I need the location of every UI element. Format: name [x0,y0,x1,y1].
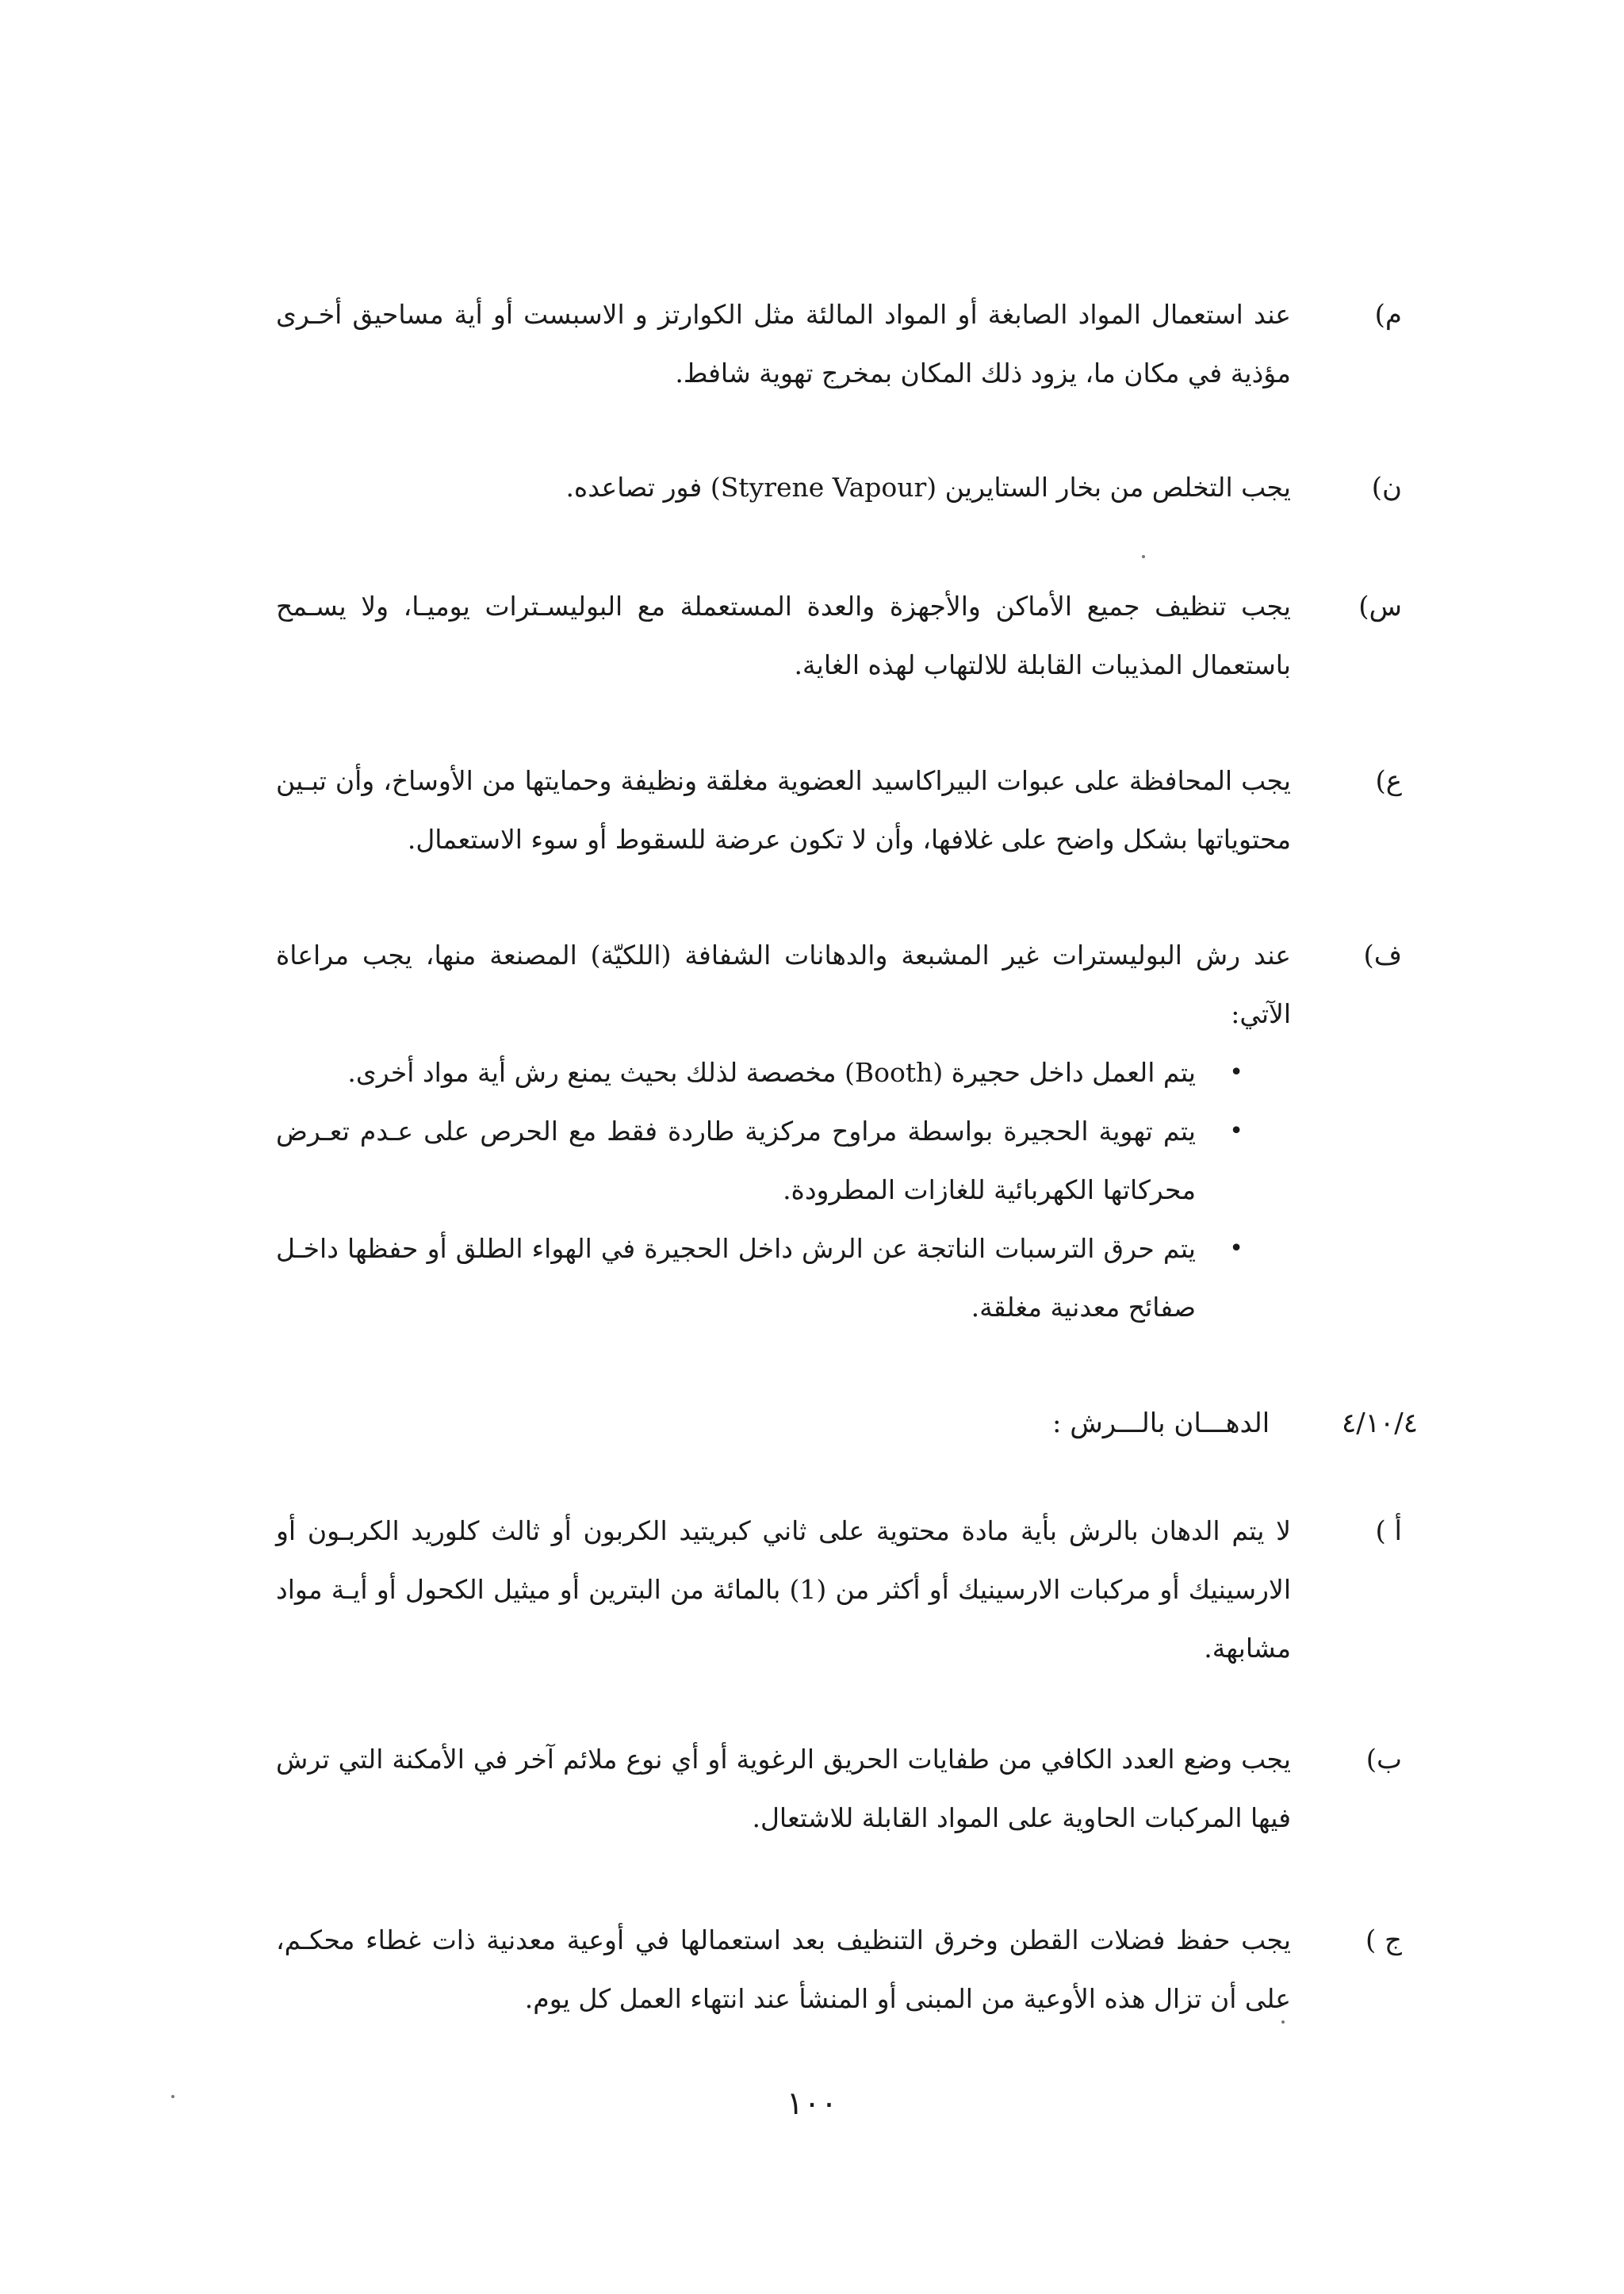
item-text: يجب وضع العدد الكافي من طفايات الحريق الرغوية أو أي نوع ملائم آخر في الأمكنة التي ترش فيها المركبات الحاوية على المواد القابلة للاشتعال. [276,1744,1291,1833]
bullet-icon: • [1229,1235,1243,1262]
item-text: عند استعمال المواد الصابغة أو المواد المالئة مثل الكوارتز و الاسبست أو أية مساحيق أخـرى مؤذية في مكان ما، يزود ذلك المكان بمخرج تهوية شافط. [276,299,1291,389]
item-marker: ج ) [1365,1924,1402,1956]
paragraph-item [276,577,1402,695]
item-marker: أ ) [1375,1515,1402,1547]
item-marker: ع) [1375,765,1402,797]
paragraph-item [276,752,1402,869]
bullet-item [276,1102,1243,1220]
item-marker: ف) [1363,940,1402,971]
bullet-icon: • [1229,1117,1243,1145]
paragraph-item [276,458,1402,517]
scan-speck [1281,2020,1285,2024]
paragraph-item [276,926,1402,1044]
section-number: ٤/١٠/٤ [1342,1407,1418,1439]
section-title: الدهـــان بالـــرش : [1052,1407,1270,1439]
bullet-item [276,1220,1243,1337]
item-text: يجب تنظيف جميع الأماكن والأجهزة والعدة المستعملة مع البوليسـترات يوميـا، ولا يسـمح باستعمال المذيبات القابلة للالتهاب لهذه الغاية. [276,591,1291,680]
item-text: يجب حفظ فضلات القطن وخرق التنظيف بعد استعمالها في أوعية معدنية ذات غطاء محكـم، على أن تزال هذه الأوعية من المبنى أو المنشأ عند انتهاء العمل كل يوم. [276,1924,1291,2014]
page-number: ١٠٠ [786,2085,838,2122]
scan-speck [171,2095,174,2098]
paragraph-item [276,1730,1402,1848]
item-text: عند رش البوليسترات غير المشبعة والدهانات الشفافة (اللكيّة) المصنعة منها، يجب مراعاة الآتي: [276,940,1291,1029]
item-text: يجب التخلص من بخار الستايرين (Styrene Vapour) فور تصاعده. [565,472,1291,503]
item-marker: م) [1374,299,1402,331]
section-heading [1052,1394,1418,1453]
bullet-text: يتم تهوية الحجيرة بواسطة مراوح مركزية طاردة فقط مع الحرص على عـدم تعـرض محركاتها الكهربائية للغازات المطرودة. [276,1116,1196,1205]
paragraph-item [276,285,1402,403]
bullet-icon: • [1229,1059,1243,1086]
item-marker: س) [1358,591,1402,622]
item-marker: ب) [1365,1744,1402,1775]
item-text: لا يتم الدهان بالرش بأية مادة محتوية على ثاني كبريتيد الكربون أو ثالث كلوريد الكربـون أو الارسينيك أو مركبات الارسينيك أو أكثر من (1) بالمائة من البترين أو ميثيل الكحول أو أيـة مواد مشابهة. [276,1515,1291,1664]
bullet-text: يتم العمل داخل حجيرة (Booth) مخصصة لذلك بحيث يمنع رش أية مواد أخرى. [347,1057,1196,1088]
scan-speck [1142,555,1145,558]
item-text: يجب المحافظة على عبوات البيراكاسيد العضوية مغلقة ونظيفة وحمايتها من الأوساخ، وأن تبـين محتوياتها بشكل واضح على غلافها، وأن لا تكون عرضة للسقوط أو سوء الاستعمال. [276,765,1291,855]
paragraph-item [276,1502,1402,1678]
paragraph-item [276,1911,1402,2028]
bullet-text: يتم حرق الترسبات الناتجة عن الرش داخل الحجيرة في الهواء الطلق أو حفظها داخـل صفائح معدنية مغلقة. [276,1233,1196,1323]
bullet-item [276,1044,1243,1102]
item-marker: ن) [1371,472,1402,504]
